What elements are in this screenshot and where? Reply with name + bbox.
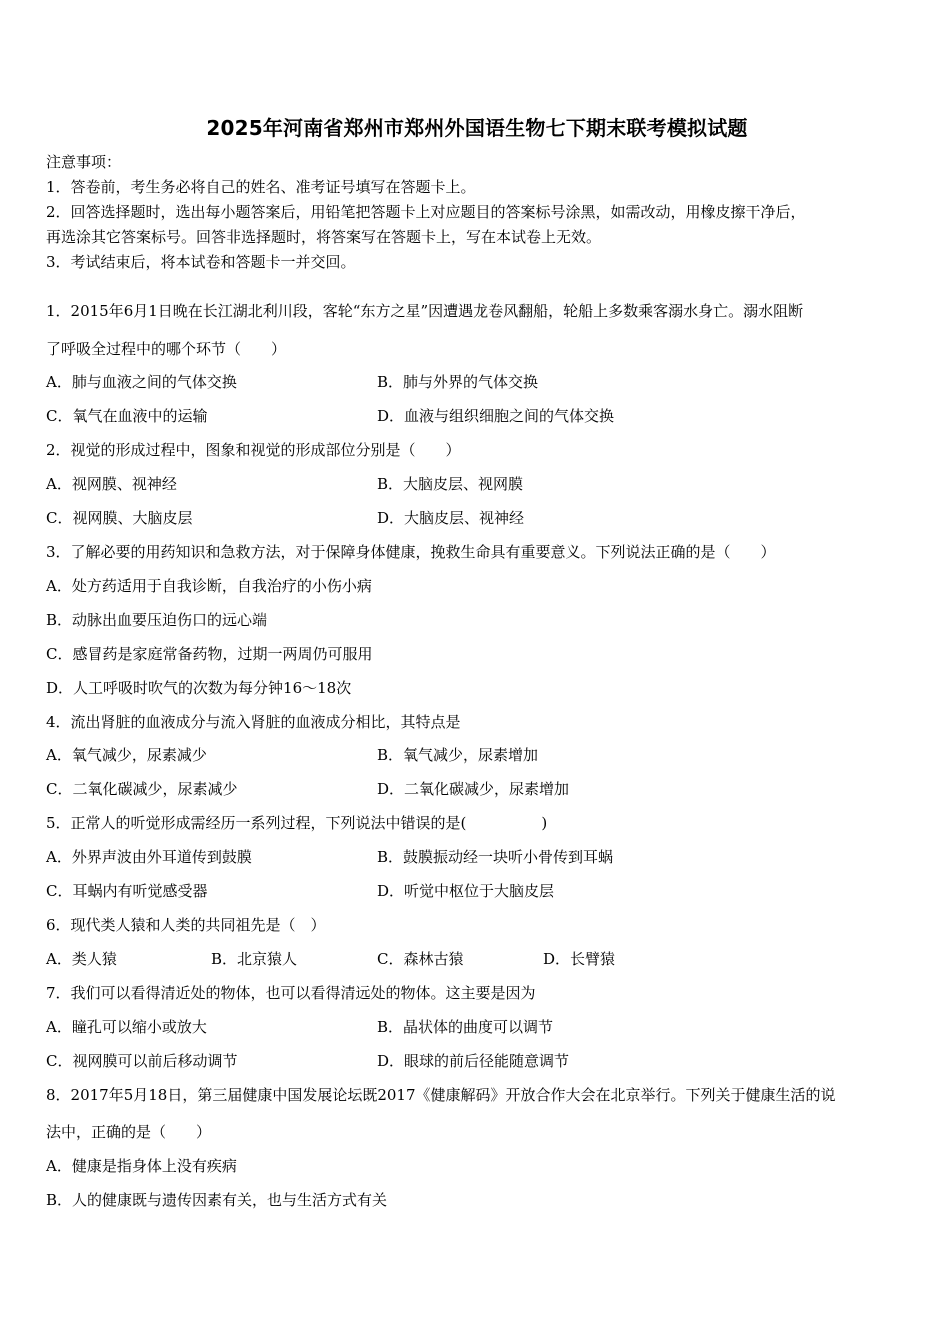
option-c[interactable]: C．感冒药是家庭常备药物，过期一两周仍可服用	[46, 645, 373, 663]
notice-item: 3．考试结束后，将本试卷和答题卡一并交回。	[46, 253, 356, 271]
option-b[interactable]: B．肺与外界的气体交换	[377, 373, 539, 391]
question-1-stem-cont: 了呼吸全过程中的哪个环节（ ）	[46, 340, 287, 358]
notice-item: 2．回答选择题时，选出每小题答案后，用铅笔把答题卡上对应题目的答案标号涂黑，如需改动，用橡皮擦干净后，	[46, 203, 806, 221]
option-a[interactable]: A．瞳孔可以缩小或放大	[46, 1018, 207, 1036]
option-b[interactable]: B．北京猿人	[211, 950, 298, 968]
question-5-options-row	[46, 847, 908, 867]
question-5-stem: 5．正常人的听觉形成需经历一系列过程，下列说法中错误的是( )	[46, 814, 548, 832]
option-a[interactable]: A．处方药适用于自我诊断，自我治疗的小伤小病	[46, 577, 372, 595]
option-c[interactable]: C．森林古猿	[377, 950, 464, 968]
question-1-options-row	[46, 406, 908, 426]
question-7-options-row	[46, 1017, 908, 1037]
option-d[interactable]: D．眼球的前后径能随意调节	[377, 1052, 570, 1070]
question-2-options-row	[46, 474, 908, 494]
option-a[interactable]: A．肺与血液之间的气体交换	[46, 373, 237, 391]
notice-item: 1．答卷前，考生务必将自己的姓名、准考证号填写在答题卡上。	[46, 178, 476, 196]
question-7-stem: 7．我们可以看得清近处的物体，也可以看得清远处的物体。这主要是因为	[46, 984, 536, 1002]
option-b[interactable]: B．人的健康既与遗传因素有关，也与生活方式有关	[46, 1191, 388, 1209]
option-a[interactable]: A．健康是指身体上没有疾病	[46, 1157, 237, 1175]
option-c[interactable]: C．视网膜、大脑皮层	[46, 509, 193, 527]
question-7-options-row	[46, 1051, 908, 1071]
page-title: 2025年河南省郑州市郑州外国语生物七下期末联考模拟试题	[206, 116, 748, 140]
option-b[interactable]: B．动脉出血要压迫伤口的远心端	[46, 611, 268, 629]
option-c[interactable]: C．视网膜可以前后移动调节	[46, 1052, 238, 1070]
option-b[interactable]: B．氧气减少，尿素增加	[377, 746, 539, 764]
option-a[interactable]: A．类人猿	[46, 950, 117, 968]
question-4-options-row	[46, 779, 908, 799]
question-2-options-row	[46, 508, 908, 528]
question-8-stem-cont: 法中，正确的是（ ）	[46, 1123, 212, 1141]
question-1-stem: 1．2015年6月1日晚在长江湖北利川段，客轮“东方之星”因遭遇龙卷风翻船，轮船上多数乘客溺水身亡。溺水阻断	[46, 302, 804, 320]
option-b[interactable]: B．鼓膜振动经一块听小骨传到耳蜗	[377, 848, 614, 866]
option-d[interactable]: D．血液与组织细胞之间的气体交换	[377, 407, 615, 425]
notice-item: 再选涂其它答案标号。回答非选择题时，将答案写在答题卡上，写在本试卷上无效。	[46, 228, 602, 246]
question-8-stem: 8．2017年5月18日，第三届健康中国发展论坛既2017《健康解码》开放合作大会在北京举行。下列关于健康生活的说	[46, 1086, 836, 1104]
option-c[interactable]: C．二氧化碳减少，尿素减少	[46, 780, 238, 798]
option-c[interactable]: C．氧气在血液中的运输	[46, 407, 208, 425]
option-c[interactable]: C．耳蜗内有听觉感受器	[46, 882, 208, 900]
question-6-stem: 6．现代类人猿和人类的共同祖先是（ ）	[46, 916, 326, 934]
question-2-stem: 2．视觉的形成过程中，图象和视觉的形成部位分别是（ ）	[46, 441, 461, 459]
option-a[interactable]: A．氧气减少，尿素减少	[46, 746, 207, 764]
option-a[interactable]: A．外界声波由外耳道传到鼓膜	[46, 848, 252, 866]
question-4-options-row	[46, 745, 908, 765]
option-d[interactable]: D．大脑皮层、视神经	[377, 509, 525, 527]
question-1-options-row	[46, 372, 908, 392]
option-d[interactable]: D．人工呼吸时吹气的次数为每分钟16～18次	[46, 679, 352, 697]
option-d[interactable]: D．二氧化碳减少，尿素增加	[377, 780, 570, 798]
option-b[interactable]: B．晶状体的曲度可以调节	[377, 1018, 554, 1036]
option-b[interactable]: B．大脑皮层、视网膜	[377, 475, 524, 493]
option-d[interactable]: D．听觉中枢位于大脑皮层	[377, 882, 555, 900]
question-5-options-row	[46, 881, 908, 901]
notice-heading: 注意事项：	[46, 153, 122, 171]
question-3-stem: 3．了解必要的用药知识和急救方法，对于保障身体健康，挽救生命具有重要意义。下列说法正确的是（ ）	[46, 543, 776, 561]
question-4-stem: 4．流出肾脏的血液成分与流入肾脏的血液成分相比，其特点是	[46, 713, 461, 731]
option-a[interactable]: A．视网膜、视神经	[46, 475, 177, 493]
option-d[interactable]: D．长臂猿	[543, 950, 616, 968]
question-6-options-row	[46, 949, 908, 969]
